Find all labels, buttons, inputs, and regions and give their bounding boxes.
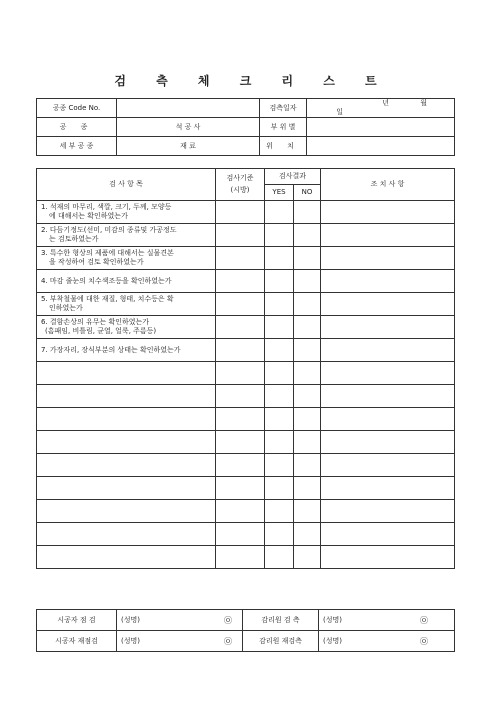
criteria-cell[interactable] [216, 454, 265, 477]
work-type-label: 공 종 [37, 118, 117, 137]
yes-cell[interactable] [265, 201, 294, 224]
action-cell[interactable] [321, 224, 455, 247]
criteria-cell[interactable] [216, 408, 265, 431]
name-placeholder: (성명) [121, 615, 140, 624]
yes-cell[interactable] [265, 546, 294, 569]
checklist-row [37, 339, 455, 362]
project-code-label: 공종 Code No. [37, 99, 117, 118]
supervisor-reinspect-signature[interactable] [319, 631, 455, 652]
yes-header: YES [265, 185, 294, 201]
seal-mark: ㉧ [224, 615, 232, 625]
item-line1: 5. 부착철물에 대한 재질, 형태, 치수등은 확 [41, 295, 174, 303]
checklist-item [37, 247, 216, 270]
checklist-table [36, 168, 455, 569]
item-line2: 는 검토하였는가 [49, 235, 99, 243]
checklist-row [37, 201, 455, 224]
no-cell[interactable] [294, 316, 321, 339]
seal-mark: ㉧ [420, 636, 428, 646]
criteria-cell[interactable] [216, 201, 265, 224]
name-placeholder: (성명) [121, 636, 140, 645]
no-cell[interactable] [294, 293, 321, 316]
criteria-cell[interactable] [216, 500, 265, 523]
project-code-field[interactable] [117, 99, 260, 118]
criteria-cell[interactable] [216, 385, 265, 408]
checklist-item [37, 224, 216, 247]
checklist-row [37, 316, 455, 339]
empty-row [37, 385, 455, 408]
criteria-header [216, 169, 265, 201]
no-cell[interactable] [294, 385, 321, 408]
empty-row [37, 362, 455, 385]
sub-work-field[interactable]: 재 료 [117, 137, 260, 156]
item-header: 검 사 항 목 [37, 169, 216, 201]
action-cell[interactable] [321, 316, 455, 339]
action-cell[interactable] [321, 385, 455, 408]
empty-row [37, 454, 455, 477]
action-cell[interactable] [321, 500, 455, 523]
criteria-cell[interactable] [216, 339, 265, 362]
criteria-cell[interactable] [216, 293, 265, 316]
item-cell[interactable] [37, 523, 216, 546]
yes-cell[interactable] [265, 224, 294, 247]
item-cell[interactable] [37, 454, 216, 477]
signature-table [36, 609, 455, 652]
yes-cell[interactable] [265, 454, 294, 477]
day-label: 일 [336, 108, 343, 116]
empty-row [37, 408, 455, 431]
action-cell[interactable] [321, 431, 455, 454]
action-cell[interactable] [321, 270, 455, 293]
checklist-item [37, 201, 216, 224]
action-cell[interactable] [321, 201, 455, 224]
criteria-cell[interactable] [216, 270, 265, 293]
no-cell[interactable] [294, 224, 321, 247]
yes-cell[interactable] [265, 477, 294, 500]
yes-cell[interactable] [265, 316, 294, 339]
no-cell[interactable] [294, 500, 321, 523]
checklist-row [37, 224, 455, 247]
no-cell[interactable] [294, 546, 321, 569]
checklist-item [37, 339, 216, 362]
checklist-row [37, 247, 455, 270]
supervisor-reinspect-label: 감리원 재검측 [243, 631, 319, 652]
inspection-date-field[interactable] [307, 99, 455, 118]
seal-mark: ㉧ [420, 615, 428, 625]
item-line2: 에 대해서는 확인하였는가 [49, 212, 128, 220]
criteria-cell[interactable] [216, 247, 265, 270]
item-line1: 6. 결함손상의 유무는 확인하였는가 [41, 318, 150, 326]
item-cell[interactable] [37, 477, 216, 500]
contractor-reinspect-signature[interactable] [117, 631, 243, 652]
action-cell[interactable] [321, 408, 455, 431]
item-line2: 인하였는가 [49, 304, 83, 312]
item-line1: 7. 가장자리, 장식부분의 상태는 확인하였는가 [41, 345, 181, 354]
criteria-cell[interactable] [216, 431, 265, 454]
action-cell[interactable] [321, 247, 455, 270]
year-label: 년 [382, 99, 389, 107]
inspection-date-label: 검측일자 [260, 99, 307, 118]
criteria-cell[interactable] [216, 546, 265, 569]
item-line2: (흠패임, 비틀림, 균열, 얼룩, 주름등) [45, 327, 157, 335]
criteria-cell[interactable] [216, 316, 265, 339]
location-field[interactable] [307, 118, 455, 137]
yes-cell[interactable] [265, 247, 294, 270]
criteria-header-line2: (시방) [230, 186, 250, 194]
item-line2: 을 작성하여 검토 확인하였는가 [49, 258, 144, 266]
empty-row [37, 546, 455, 569]
criteria-cell[interactable] [216, 224, 265, 247]
checklist-item [37, 270, 216, 293]
yes-cell[interactable] [265, 385, 294, 408]
action-cell[interactable] [321, 339, 455, 362]
supervisor-inspect-signature[interactable] [319, 610, 455, 631]
item-line1: 4. 마감 줄눈의 치수색조등을 확인하였는가 [41, 276, 172, 285]
yes-cell[interactable] [265, 293, 294, 316]
action-cell[interactable] [321, 477, 455, 500]
action-cell[interactable] [321, 293, 455, 316]
yes-cell[interactable] [265, 408, 294, 431]
position-field[interactable] [307, 137, 455, 156]
no-cell[interactable] [294, 431, 321, 454]
action-header: 조 치 사 항 [321, 169, 455, 201]
item-line1: 1. 석재의 마무리, 색깔, 크기, 두께, 모양등 [41, 203, 172, 211]
no-cell[interactable] [294, 408, 321, 431]
checklist-row [37, 293, 455, 316]
item-cell[interactable] [37, 408, 216, 431]
item-cell[interactable] [37, 546, 216, 569]
no-cell[interactable] [294, 454, 321, 477]
yes-cell[interactable] [265, 500, 294, 523]
yes-cell[interactable] [265, 339, 294, 362]
location-label: 부 위 별 [260, 118, 307, 137]
no-cell[interactable] [294, 270, 321, 293]
criteria-header-line1: 검사기준 [226, 174, 254, 182]
no-cell[interactable] [294, 523, 321, 546]
name-placeholder: (성명) [323, 615, 342, 624]
seal-mark: ㉧ [224, 636, 232, 646]
checklist-item [37, 316, 216, 339]
empty-row [37, 523, 455, 546]
no-cell[interactable] [294, 247, 321, 270]
no-header: NO [294, 185, 321, 201]
no-cell[interactable] [294, 477, 321, 500]
criteria-cell[interactable] [216, 523, 265, 546]
checklist-row [37, 270, 455, 293]
item-line1: 2. 다듬기정도(선미, 미감의 종류및 가공정도 [41, 226, 177, 234]
item-cell[interactable] [37, 385, 216, 408]
item-cell[interactable] [37, 500, 216, 523]
empty-row [37, 477, 455, 500]
result-header: 검사결과 [265, 169, 321, 185]
no-cell[interactable] [294, 339, 321, 362]
action-cell[interactable] [321, 362, 455, 385]
page-title: 검 측 체 크 리 스 트 [114, 74, 390, 88]
contractor-inspect-label: 시공자 점 검 [37, 610, 117, 631]
month-label: 월 [420, 99, 427, 107]
work-type-field[interactable]: 석 공 사 [117, 118, 260, 137]
criteria-cell[interactable] [216, 362, 265, 385]
item-cell[interactable] [37, 431, 216, 454]
action-cell[interactable] [321, 454, 455, 477]
contractor-reinspect-label: 시공자 재점검 [37, 631, 117, 652]
name-placeholder: (성명) [323, 636, 342, 645]
no-cell[interactable] [294, 362, 321, 385]
yes-cell[interactable] [265, 431, 294, 454]
yes-cell[interactable] [265, 362, 294, 385]
position-label: 위 치 [260, 137, 307, 156]
supervisor-inspect-label: 감리원 검 측 [243, 610, 319, 631]
yes-cell[interactable] [265, 270, 294, 293]
action-cell[interactable] [321, 523, 455, 546]
empty-row [37, 500, 455, 523]
sub-work-label: 세 부 공 종 [37, 137, 117, 156]
criteria-cell[interactable] [216, 477, 265, 500]
item-cell[interactable] [37, 362, 216, 385]
checklist-item [37, 293, 216, 316]
yes-cell[interactable] [265, 523, 294, 546]
empty-row [37, 431, 455, 454]
item-line1: 3. 특수한 형상의 제품에 대해서는 실물견본 [41, 249, 174, 257]
header-table [36, 98, 455, 156]
no-cell[interactable] [294, 201, 321, 224]
action-cell[interactable] [321, 546, 455, 569]
contractor-inspect-signature[interactable] [117, 610, 243, 631]
